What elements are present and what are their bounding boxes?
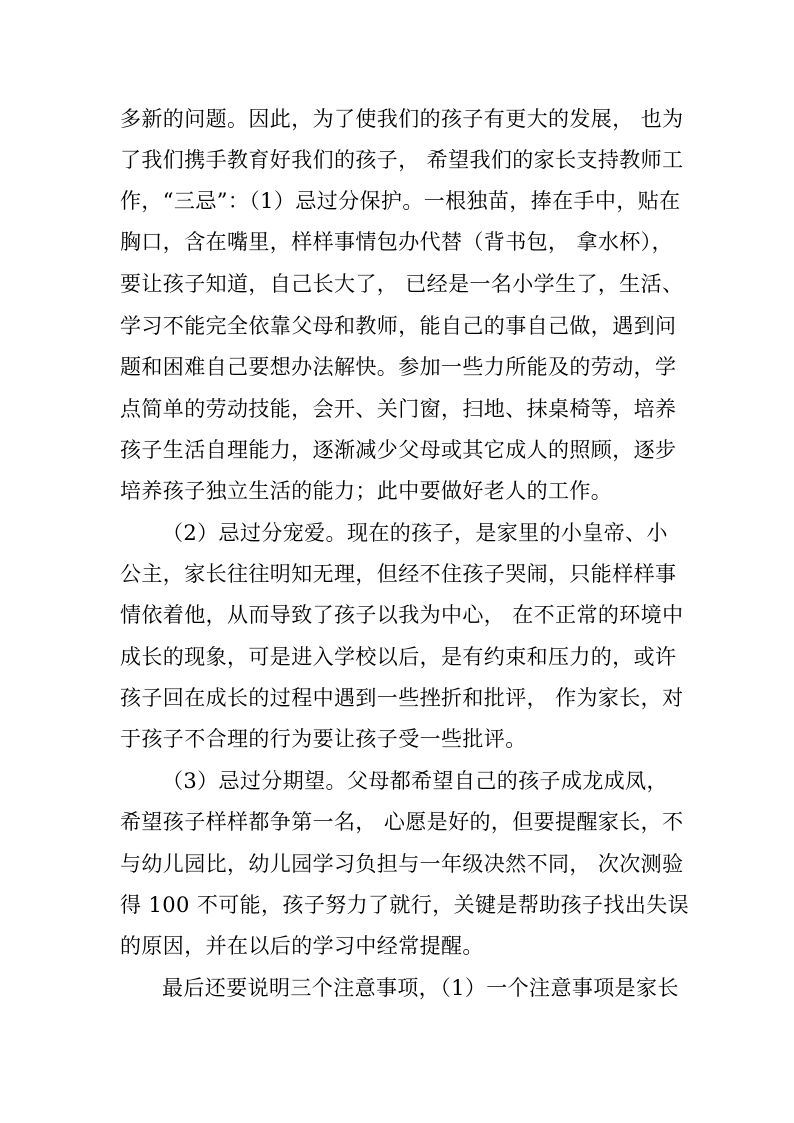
- text-line: 孩子生活自理能力，逐渐减少父母或其它成人的照顾，逐步: [120, 438, 677, 462]
- paragraph-start-line: （2）忌过分宠爱。现在的孩子，是家里的小皇帝、小: [162, 521, 668, 545]
- text-line: 希望孩子样样都争第一名， 心愿是好的，但要提醒家长，不: [120, 810, 684, 834]
- paragraph-start-line: （3）忌过分期望。父母都希望自己的孩子成龙成凤，: [162, 769, 668, 793]
- text-line: 胸口，含在嘴里，样样事情包办代替（背书包， 拿水杯），: [120, 230, 673, 254]
- text-line: 情依着他，从而导致了孩子以我为中心， 在不正常的环境中: [120, 603, 684, 627]
- text-line: 要让孩子知道，自己长大了， 已经是一名小学生了，生活、: [120, 272, 684, 296]
- text-line: 题和困难自己要想办法解快。参加一些力所能及的劳动，学: [120, 355, 677, 379]
- text-line: 培养孩子独立生活的能力；此中要做好老人的工作。: [120, 479, 613, 503]
- text-line: 成长的现象，可是进入学校以后，是有约束和压力的，或许: [120, 645, 677, 669]
- text-line: 与幼儿园比，幼儿园学习负担与一年级决然不同， 次次测验: [120, 852, 684, 876]
- text-line: 于孩子不合理的行为要让孩子受一些批评。: [120, 727, 527, 751]
- text-line: 了我们携手教育好我们的孩子， 希望我们的家长支持教师工: [120, 148, 684, 172]
- text-line: 孩子回在成长的过程中遇到一些挫折和批评， 作为家长，对: [120, 686, 684, 710]
- text-line: 的原因，并在以后的学习中经常提醒。: [120, 934, 484, 958]
- text-line: 学习不能完全依靠父母和教师，能自己的事自己做，遇到问: [120, 314, 677, 338]
- text-line: 公主，家长往往明知无理，但经不住孩子哭闹，只能样样事: [120, 562, 677, 586]
- paragraph-start-line: 最后还要说明三个注意事项，（1）一个注意事项是家长: [162, 976, 679, 1000]
- text-line: 作，“三忌”：（1）忌过分保护。一根独苗，捧在手中，贴在: [120, 189, 681, 213]
- text-line: 点简单的劳动技能，会开、关门窗，扫地、抹桌椅等，培养: [120, 397, 677, 421]
- text-line: 得 100 不可能，孩子努力了就行，关键是帮助孩子找出失误: [120, 893, 690, 917]
- text-line: 多新的问题。因此，为了使我们的孩子有更大的发展， 也为: [120, 107, 684, 131]
